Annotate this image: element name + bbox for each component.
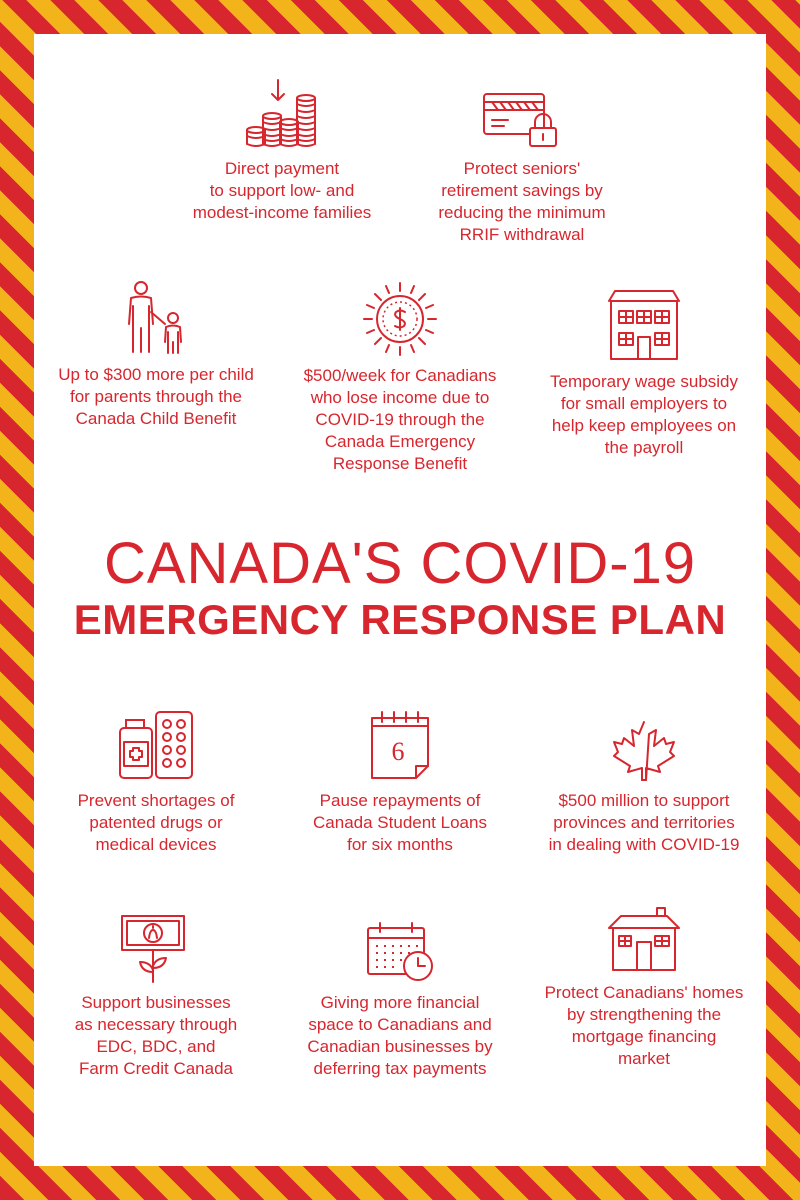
item-protect-homes [533,906,755,1070]
item-text: Up to $300 more per child for parents through the Canada Child Benefit [58,365,254,428]
item-text: $500 million to support provinces and territories in dealing with COVID-19 [548,791,740,854]
item-wage-subsidy [533,289,755,459]
medicine-pills-icon [116,710,196,782]
house-icon [607,906,681,974]
calendar-six-icon [368,708,432,782]
item-provinces [533,720,755,856]
coins-icon [244,78,320,150]
item-text: Support businesses as necessary through EDC, BDC, and Farm Credit Canada [74,993,238,1078]
item-text: Direct payment to support low- and modest-income families [192,159,372,222]
item-support-businesses [45,912,267,1080]
page-subtitle: EMERGENCY RESPONSE PLAN [73,596,727,643]
money-plant-icon [120,912,192,984]
maple-leaf-icon [612,720,676,782]
item-text: Pause repayments of Canada Student Loans for six months [313,791,487,854]
item-drug-shortages [45,710,267,856]
dollar-coin-icon [362,281,438,357]
item-direct-payment [172,78,392,224]
calendar-clock-icon [364,920,436,984]
item-text: Protect seniors' retirement savings by reducing the minimum RRIF withdrawal [438,159,606,244]
item-text: Giving more financial space to Canadians and Canadian businesses by deferring tax payments [307,993,493,1078]
item-text: Protect Canadians' homes by strengthening the mortgage financing market [544,983,744,1068]
item-cerb [289,281,511,475]
parent-child-icon [121,280,191,356]
item-protect-seniors [412,88,632,246]
item-text: Prevent shortages of patented drugs or medical devices [77,791,235,854]
page-title: CANADA'S COVID-19 [103,531,697,596]
item-student-loans [289,708,511,856]
credit-card-lock-icon [482,88,562,150]
item-text: Temporary wage subsidy for small employers to help keep employees on the payroll [549,372,739,457]
office-building-icon [607,289,681,363]
item-defer-taxes [289,920,511,1080]
item-text: $500/week for Canadians who lose income due to COVID-19 through the Canada Emergency Response Benefit [303,366,497,473]
item-child-benefit [45,280,267,430]
calendar-digit: 6 [391,737,405,766]
